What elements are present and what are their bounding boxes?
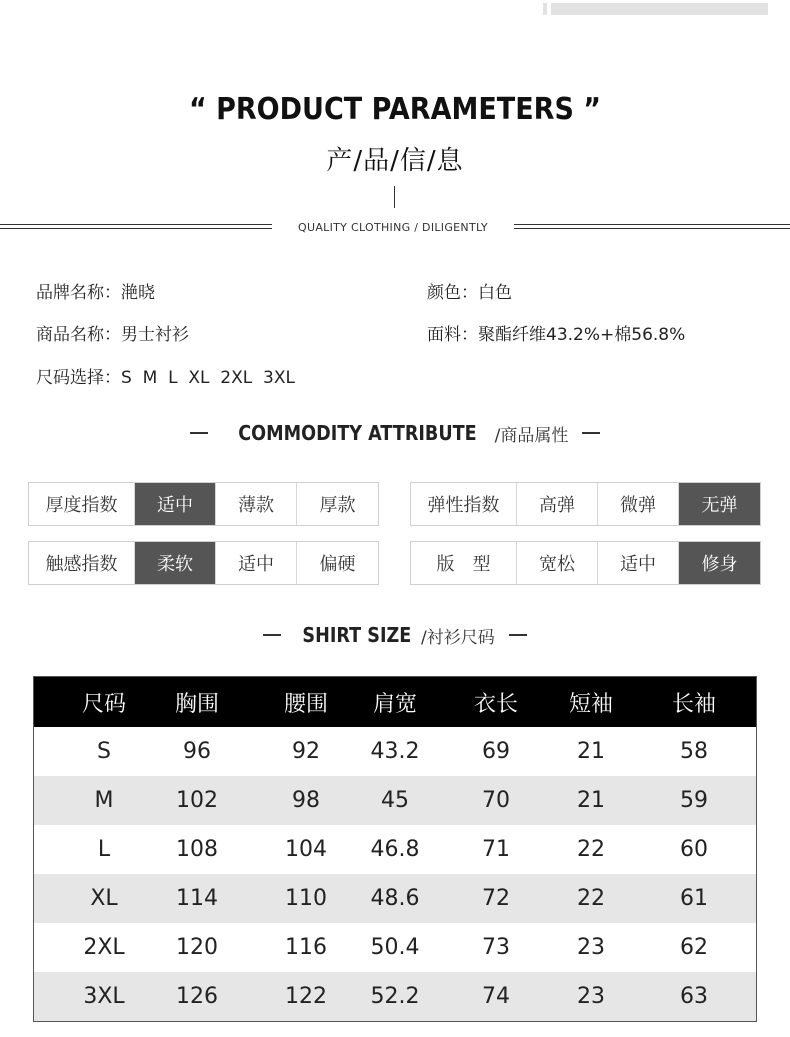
attribute-option: 微弹 — [598, 483, 679, 525]
top-decoration-bar — [551, 3, 768, 15]
brand-info — [36, 278, 155, 303]
table-header-cell: 腰围 — [283, 691, 328, 717]
table-cell: 126 — [176, 984, 218, 1009]
table-cell: 110 — [285, 886, 327, 911]
table-cell: 61 — [680, 886, 708, 911]
attribute-label: 弹性指数 — [411, 483, 517, 525]
double-rule-right — [514, 224, 790, 229]
table-header-row — [34, 677, 756, 727]
table-cell: 3XL — [83, 984, 125, 1009]
page-title: “ PRODUCT PARAMETERS ” — [188, 92, 602, 127]
attribute-option: 适中 — [598, 542, 679, 584]
table-cell: 22 — [577, 886, 605, 911]
table-cell: 46.8 — [370, 837, 420, 862]
table-cell: 98 — [292, 788, 320, 813]
table-cell: 104 — [285, 837, 327, 862]
table-cell: 102 — [176, 788, 218, 813]
attribute-option: 柔软 — [135, 542, 216, 584]
table-cell: XL — [90, 886, 118, 911]
table-cell: 63 — [680, 984, 708, 1009]
size-info — [36, 363, 295, 388]
attribute-thickness — [28, 482, 379, 526]
fabric-value: 聚酯纤维43.2%+棉56.8% — [478, 325, 686, 345]
attribute-touch — [28, 541, 379, 585]
dash-left — [263, 634, 281, 636]
table-cell: 50.4 — [370, 935, 420, 960]
top-decoration-tick — [543, 3, 547, 15]
table-header-cell: 长袖 — [671, 691, 716, 717]
table-cell: 48.6 — [370, 886, 420, 911]
table-cell: 23 — [577, 984, 605, 1009]
attribute-option: 宽松 — [517, 542, 598, 584]
dash-right — [509, 634, 527, 636]
table-row — [34, 825, 756, 874]
size-title-en: SHIRT SIZE — [302, 623, 412, 647]
table-cell: 114 — [176, 886, 218, 911]
table-cell: 73 — [482, 935, 510, 960]
table-cell: 122 — [285, 984, 327, 1009]
table-cell: 43.2 — [370, 739, 420, 764]
table-cell: 70 — [482, 788, 510, 813]
size-table — [33, 676, 757, 1022]
attribute-option: 偏硬 — [319, 554, 356, 575]
table-cell: 74 — [482, 984, 510, 1009]
table-cell: 62 — [680, 935, 708, 960]
table-row — [34, 874, 756, 923]
table-header-cell: 尺码 — [81, 691, 126, 717]
color-label: 颜色： — [427, 283, 478, 303]
size-label: 尺码选择： — [36, 368, 121, 388]
table-cell: 69 — [482, 739, 510, 764]
table-cell: L — [97, 837, 111, 862]
attribute-label: 厚度指数 — [29, 483, 135, 525]
attribute-title-en: COMMODITY ATTRIBUTE — [237, 421, 477, 445]
table-header-cell: 衣长 — [473, 691, 518, 717]
table-row — [34, 972, 756, 1021]
name-value: 男士衬衫 — [121, 325, 189, 345]
fabric-info — [427, 320, 685, 345]
table-row — [34, 776, 756, 825]
table-cell: 59 — [680, 788, 708, 813]
attribute-title-cn: /商品属性 — [494, 425, 569, 446]
table-cell: 92 — [292, 739, 320, 764]
table-cell: 45 — [381, 788, 409, 813]
table-cell: 108 — [176, 837, 218, 862]
attribute-option: 高弹 — [517, 483, 598, 525]
table-header-cell: 短袖 — [568, 691, 613, 717]
attribute-label: 触感指数 — [29, 542, 135, 584]
name-info — [36, 320, 189, 345]
attribute-option: 适中 — [216, 542, 297, 584]
size-title-cn: /衬衫尺码 — [420, 627, 495, 648]
table-cell: 71 — [482, 837, 510, 862]
dash-left — [190, 432, 208, 434]
tagline: QUALITY CLOTHING / DILIGENTLY — [298, 221, 488, 234]
color-value: 白色 — [478, 283, 512, 303]
table-cell: 22 — [577, 837, 605, 862]
table-cell: 58 — [680, 739, 708, 764]
table-cell: 52.2 — [370, 984, 420, 1009]
attribute-elasticity — [410, 482, 761, 526]
table-cell: 23 — [577, 935, 605, 960]
table-cell: M — [94, 788, 114, 813]
table-row — [34, 923, 756, 972]
table-header-cell: 肩宽 — [372, 691, 417, 717]
brand-value: 滟晓 — [121, 283, 155, 303]
table-cell: 96 — [183, 739, 211, 764]
table-header-cell: 胸围 — [174, 691, 219, 717]
brand-label: 品牌名称： — [36, 283, 121, 303]
table-cell: S — [97, 739, 111, 764]
attribute-label: 版 型 — [411, 542, 517, 584]
table-cell: 120 — [176, 935, 218, 960]
table-cell: 116 — [285, 935, 327, 960]
table-cell: 21 — [577, 739, 605, 764]
table-row — [34, 727, 756, 776]
size-section-header — [0, 620, 790, 650]
table-cell: 60 — [680, 837, 708, 862]
table-cell: 2XL — [83, 935, 125, 960]
attribute-section-header — [0, 418, 790, 448]
size-value: S M L XL 2XL 3XL — [121, 368, 295, 388]
attribute-fit — [410, 541, 761, 585]
attribute-option: 适中 — [135, 483, 216, 525]
attribute-option: 薄款 — [216, 483, 297, 525]
table-cell: 21 — [577, 788, 605, 813]
title-divider — [394, 186, 395, 208]
double-rule-left — [0, 224, 272, 229]
page-subtitle-cn: 产/品/信/息 — [326, 146, 464, 176]
attribute-option: 修身 — [679, 542, 760, 584]
color-info — [427, 278, 512, 303]
top-decoration — [543, 3, 768, 15]
name-label: 商品名称： — [36, 325, 121, 345]
table-cell: 72 — [482, 886, 510, 911]
attribute-option: 无弹 — [679, 483, 760, 525]
dash-right — [582, 432, 600, 434]
fabric-label: 面料： — [427, 325, 478, 345]
attribute-option: 厚款 — [319, 495, 356, 516]
